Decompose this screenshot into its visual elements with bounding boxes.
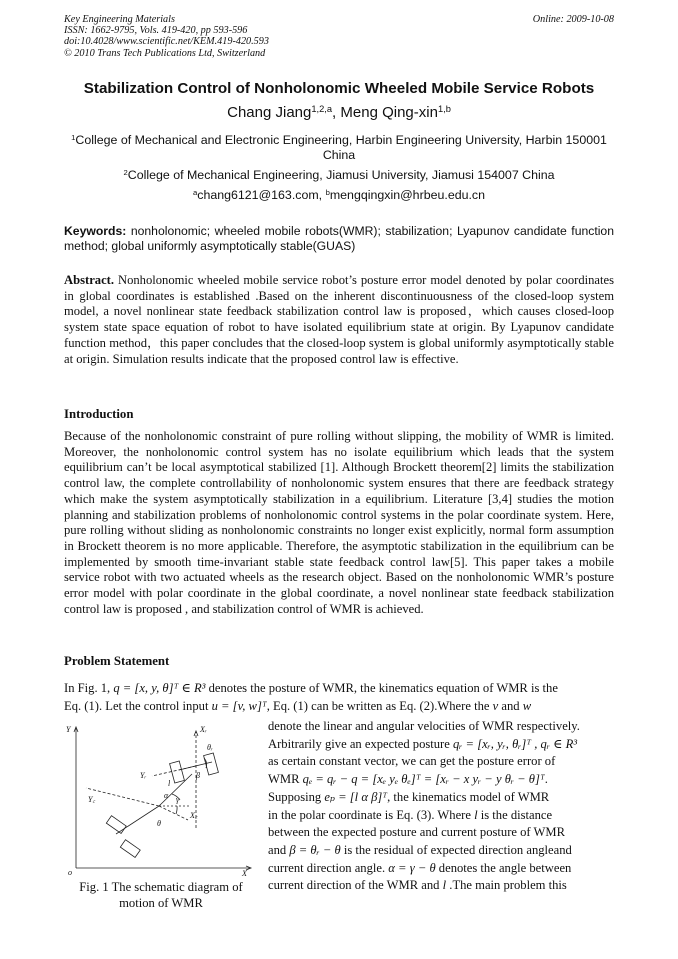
text-run: denotes the angle between [435, 860, 572, 875]
expected-wheel-right [204, 753, 219, 775]
author-1: Chang Jiang [227, 104, 312, 121]
r-line [268, 842, 614, 860]
problem-line-2 [64, 699, 614, 714]
doi: doi:10.4028/www.scientific.net/KEM.419-420.593 [64, 36, 269, 48]
xc-axis [159, 806, 188, 820]
text-run: Eq. (1). Let the control input [64, 699, 212, 713]
email-a-sup: a [192, 187, 198, 197]
author-sep: , [332, 104, 341, 121]
r-line: denote the linear and angular velocities of WMR respectively. [268, 719, 580, 733]
author-1-sup: 1,2,a [311, 103, 333, 114]
label-x: X [242, 869, 247, 878]
text-run: , the kinematics model of WMR [387, 789, 550, 804]
affiliation-2 [64, 168, 614, 183]
author-2-sup: 1,b [437, 103, 451, 114]
posture-error-equation: qₑ = qᵣ − q = [xₑ yₑ θₑ]ᵀ = [xᵣ − x yᵣ − y θᵣ − θ]ᵀ [302, 772, 545, 787]
email-b-sup: b [325, 187, 330, 197]
yc-axis [86, 788, 159, 806]
text-run: current direction of the WMR and [268, 878, 443, 893]
var-w: w [522, 699, 532, 713]
control-input-equation: u = [v, w]ᵀ [211, 699, 267, 713]
r-line [268, 736, 614, 754]
text-run: . [544, 772, 548, 787]
keywords [64, 224, 614, 253]
label-xr: Xᵣ [200, 725, 207, 734]
paper-title: Stabilization Control of Nonholonomic Wheeled Mobile Service Robots [83, 80, 595, 97]
var-v: v [492, 699, 499, 713]
introduction-text: Because of the nonholonomic constraint of pure rolling without slipping, the mobility of WMR is limited. Moreover, the nonholonomic control system has no isolate equilibrium which leads that the system equilibrium can’t be local asymptotical stabilized [1]. Although Brockett theorem[2] limits the stabilization control law, the complete controllability of nonholonomic system ensures that there are feedback strategy which make the system asymptotically stabilization in a equilibrium. Literature [3,4] studies the motion planning and stabilization problems of nonholonomic control systems in the polar coordinate system. Here, pure rolling without sliding as nonholonomic constraints no longer exist explicitly, normal form assumption in Brockett theorem is no more applicable. Therefore, the asymptotic stabilization in the equilibrium can be implemented by smooth time-invariant stable state feedback control law[5]. This paper takes a mobile service robot with two actuated wheels as the research object. Based on the nonholonomic WMR’s posture error model with polar coordinate in the global coordinate, a novel nonlinear state feedback stabilization control law is proposed , and stabilization control of WMR is achieved. [64, 429, 614, 616]
figure-1 [64, 718, 258, 878]
var-l: l [442, 878, 447, 893]
aff2-sup: 2 [123, 167, 128, 177]
wmr-diagram [64, 718, 258, 878]
copyright: © 2010 Trans Tech Publications Ltd, Switzerland [64, 47, 266, 59]
issn: ISSN: 1662-9795, Vols. 419-420, pp 593-596 [64, 25, 248, 37]
text-run: and [268, 842, 290, 857]
author-2: Meng Qing-xin [340, 104, 438, 121]
beta-equation: β = θᵣ − θ [289, 842, 341, 857]
aff1-sup: 1 [71, 132, 76, 142]
posture-equation: q = [x, y, θ]ᵀ ∈ R³ [113, 681, 206, 695]
polar-error-equation: eₚ = [l α β]ᵀ [324, 789, 388, 804]
email-b: mengqingxin@hrbeu.edu.cn [329, 188, 486, 202]
label-beta: β [196, 771, 200, 780]
aff1-text: College of Mechanical and Electronic Engineering, Harbin Engineering University, Harbin 150001 China [75, 133, 607, 162]
expected-wheel-left [170, 761, 185, 783]
problem-right-column [268, 718, 614, 895]
aff2-text: College of Mechanical Engineering, Jiamusi University, Jiamusi 154007 China [127, 168, 555, 182]
label-alpha: α [164, 791, 169, 800]
text-run: Arbitrarily give an expected posture [268, 736, 453, 751]
abstract [64, 273, 614, 367]
text-run: .The main problem this [446, 878, 567, 893]
label-gamma: γ [176, 795, 180, 804]
var-l: l [474, 807, 478, 822]
text-run: current direction angle. [268, 860, 389, 875]
r-line: as certain constant vector, we can get the posture error of [268, 754, 556, 769]
text-run: is the distance [477, 807, 553, 822]
emails [64, 188, 614, 203]
journal-name: Key Engineering Materials [64, 14, 175, 25]
r-line [268, 860, 614, 878]
label-y: Y [66, 725, 71, 734]
current-wheel-bottom [120, 840, 140, 858]
email-a: chang6121@163.com, [197, 188, 326, 202]
online-date: Online: 2009-10-08 [532, 14, 614, 25]
text-run: , Eq. (1) can be written as Eq. (2).Where the [266, 699, 493, 713]
label-l: l [168, 779, 171, 788]
label-o: o [68, 868, 72, 877]
problem-line-1 [64, 680, 614, 696]
keywords-text: nonholonomic; wheeled mobile robots(WMR); stabilization; Lyapunov candidate function method; global uniformly asymptotically stable(GUAS) [64, 224, 614, 253]
text-run: WMR [268, 772, 303, 787]
text-run: In Fig. 1, [64, 681, 114, 695]
figure-1-caption: Fig. 1 The schematic diagram of motion of WMR [79, 880, 243, 910]
current-axle [116, 806, 159, 834]
r-line [268, 877, 614, 895]
abstract-label: Abstract. [64, 273, 115, 287]
authors [0, 104, 678, 121]
text-run: in the polar coordinate is Eq. (3). Where [268, 807, 475, 822]
affiliation-1 [64, 133, 614, 163]
text-run: Supposing [268, 789, 325, 804]
label-xc: X꜀ [190, 811, 198, 820]
text-run: is the residual of expected direction angleand [340, 842, 572, 857]
text-run: denotes the posture of WMR, the kinematics equation of WMR is the [205, 681, 558, 695]
label-yc: Y꜀ [88, 795, 96, 804]
current-wheel-top [106, 816, 126, 834]
introduction-heading: Introduction [64, 407, 134, 421]
r-line [268, 789, 614, 807]
theta-arc [176, 806, 177, 814]
journal-header [64, 14, 269, 59]
r-line [268, 771, 614, 789]
label-yr: Yᵣ [140, 771, 147, 780]
problem-heading: Problem Statement [64, 654, 170, 668]
label-theta-r: θᵣ [207, 743, 213, 752]
keywords-label: Keywords: [64, 224, 127, 238]
text-run: and [498, 699, 523, 713]
alpha-equation: α = γ − θ [388, 860, 436, 875]
label-theta: θ [157, 819, 161, 828]
r-line [268, 807, 614, 825]
abstract-text: Nonholonomic wheeled mobile service robot’s posture error model denoted by polar coordinates in global coordinates is established .Based on the inherent discontinuousness of the closed-loop system model, a novel nonlinear state feedback stabilization control law is proposed，which causes closed-loop system state space equation of robot to have isolated equilibrium state at origin. By Lyapunov candidate function method，this paper concludes that the closed-loop system is global uniformly asymptotically stable at origin. Simulation results indicate that the proposed control law is effective. [64, 273, 614, 366]
expected-posture-equation: qᵣ = [xᵣ, yᵣ, θᵣ]ᵀ , qᵣ ∈ R³ [453, 736, 578, 751]
r-line: between the expected posture and current posture of WMR [268, 825, 566, 840]
